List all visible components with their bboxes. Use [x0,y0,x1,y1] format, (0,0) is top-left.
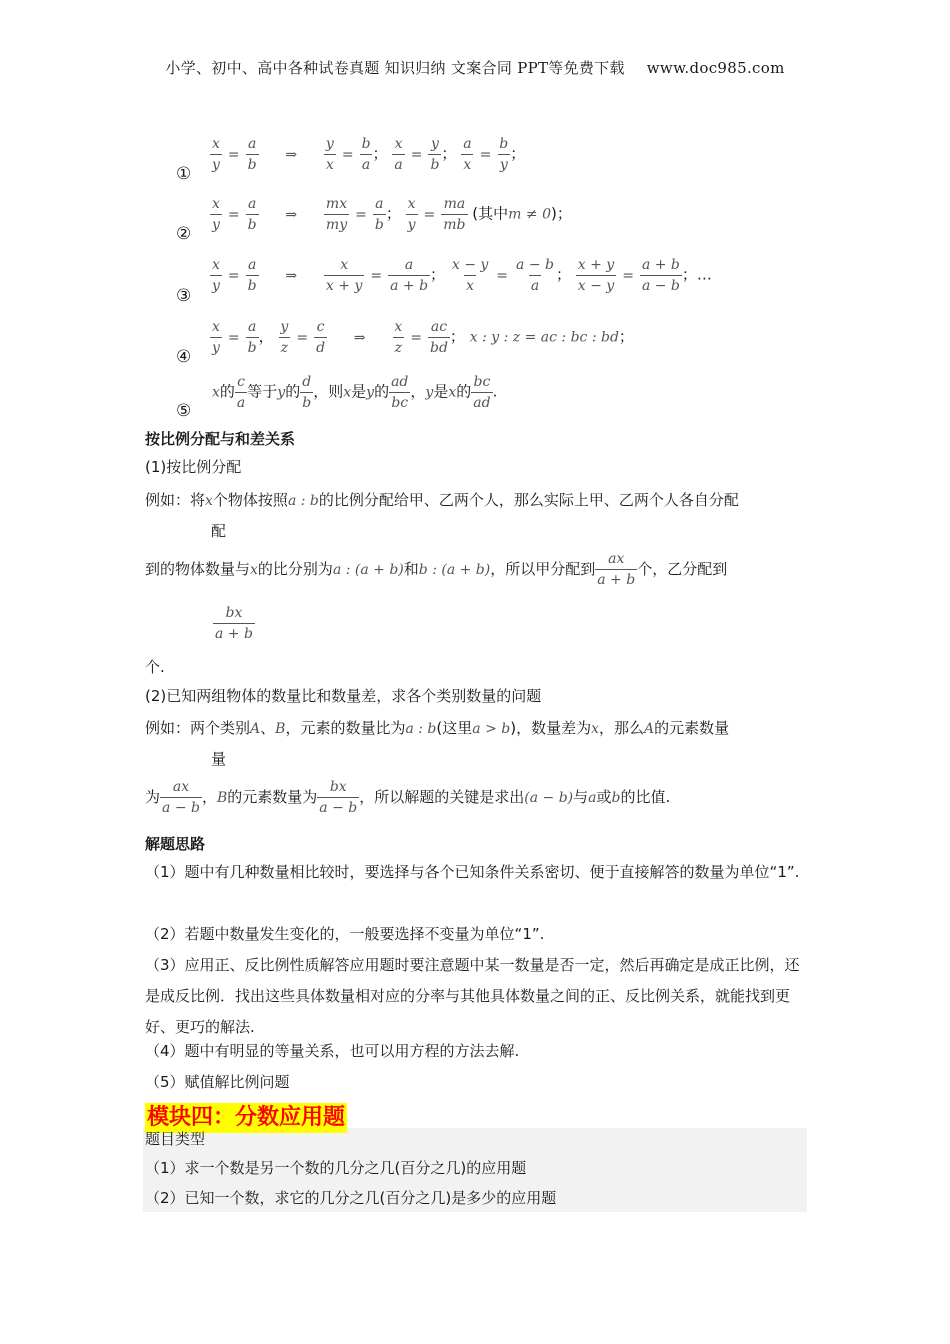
subsection-ratio-distribution: (1)按比例分配 [145,458,242,476]
fraction: $\frac{ac}{bd}$ [429,319,448,356]
fraction: $\frac{x + y}{x - y}$ [577,257,615,294]
item-number-3: ③ [176,286,192,306]
item-number-5: ⑤ [176,401,192,421]
subsection-difference: (2)已知两组物体的数量比和数量差，求各个类别数量的问题 [145,687,542,705]
fraction: $\frac{a - b}{a}$ [516,257,554,294]
fraction: $\frac{x}{y}$ [212,136,220,173]
fraction: $\frac{a}{b}$ [247,196,257,233]
text-ge: 个. [145,658,165,676]
fraction: $\frac{y}{b}$ [430,136,440,173]
fraction: $\frac{bx}{a + b}$ [215,605,253,642]
fraction: $\frac{a}{b}$ [247,319,257,356]
wrap-text: 配 [211,522,227,540]
formula-row-4: $\frac{x}{y}$ = $\frac{a}{b}$ ， $\frac{y}{z}$ = $\frac{c}{d}$ ⇒ $\frac{x}{z}$ = $\frac{ac}{bd}$ ； x : y : z = ac : bc : bd； [212,319,634,356]
fraction: $\frac{b}{a}$ [361,136,371,173]
item-number-2: ② [176,224,192,244]
solution-tip-1: （1）题中有几种数量相比较时，要选择与各个已知条件关系密切、便于直接解答的数量为单位“1”. [145,863,800,881]
formula-row-1: $\frac{x}{y}$ = $\frac{a}{b}$ ⇒ $\frac{y}{x}$ = $\frac{b}{a}$ ； $\frac{x}{a}$ = $\frac{y}{b}$ ； $\frac{a}{x}$ = $\frac{b}{y}$ ； [212,136,526,173]
wrap-text: 量 [211,750,227,768]
fraction: $\frac{a}{b}$ [247,136,257,173]
header-url[interactable]: www.doc985.com [646,59,785,77]
fraction: $\frac{a}{b}$ [374,196,384,233]
fraction: $\frac{x}{y}$ [407,196,416,233]
module-title: 模块四：分数应用题 [145,1103,347,1133]
solution-tip-5: （5）赋值解比例问题 [145,1073,290,1091]
item-number-1: ① [176,164,192,184]
section-title-solution: 解题思路 [145,835,206,853]
fraction: $\frac{bx}{a - b}$ [319,779,358,816]
formula-row-5: x的 $\frac{c}{a}$ 等于y的 $\frac{d}{b}$ ，则x是y的 $\frac{ad}{bc}$ ，y是x的 $\frac{bc}{ad}$ . [212,374,498,411]
fraction: $\frac{mx}{my}$ [325,196,348,233]
fraction: $\frac{x}{y}$ [212,257,220,294]
fraction: $\frac{x}{a}$ [394,136,403,173]
fraction: $\frac{y}{x}$ [325,136,334,173]
fraction-bx [213,606,273,641]
fraction: $\frac{y}{z}$ [280,319,289,356]
fraction: $\frac{c}{a}$ [236,374,246,411]
fraction: $\frac{a + b}{a - b}$ [641,257,680,294]
fraction: $\frac{x}{z}$ [394,319,403,356]
formula-row-2: $\frac{x}{y}$ = $\frac{a}{b}$ ⇒ $\frac{mx}{my}$ = $\frac{a}{b}$ ； $\frac{x}{y}$ = $\frac{ma}{mb}$ (其中m ≠ 0)； [212,196,572,233]
fraction: $\frac{a}{b}$ [247,257,257,294]
example-ratio-distribution-2: 到的物体数量与x的比分别为a : (a + b)和b : (a + b)，所以甲分配到 $\frac{ax}{a + b}$ 个，乙分配到 [145,551,728,588]
fraction: $\frac{ax}{a + b}$ [597,551,636,588]
header-text: 小学、初中、高中各种试卷真题 知识归纳 文案合同 PPT等免费下载 [165,59,625,77]
page-header [0,57,950,78]
fraction: $\frac{a}{a + b}$ [390,257,429,294]
formula-row-3: $\frac{x}{y}$ = $\frac{a}{b}$ ⇒ $\frac{x}{x + y}$ = $\frac{a}{a + b}$ ； $\frac{x - y}{x}$ = $\frac{a - b}{a}$ ； $\frac{x + y}{x - y}$ = $\frac{a + b}{a - b}$ ；… [212,257,712,294]
fraction: $\frac{b}{y}$ [499,136,509,173]
question-type-label: 题目类型 [145,1130,206,1148]
example-ratio-distribution: 例如：将x个物体按照a : b的比例分配给甲、乙两个人，那么实际上甲、乙两个人各自分配 [145,491,739,509]
fraction: $\frac{bc}{ad}$ [473,374,491,411]
question-type-1: （1）求一个数是另一个数的几分之几(百分之几)的应用题 [145,1159,527,1177]
fraction: $\frac{ma}{mb}$ [443,196,466,233]
fraction: $\frac{x}{x + y}$ [325,257,363,294]
fraction: $\frac{ax}{a - b}$ [162,779,200,816]
fraction: $\frac{d}{b}$ [302,374,312,411]
question-type-2: （2）已知一个数，求它的几分之几(百分之几)是多少的应用题 [145,1189,557,1207]
example-difference: 例如：两个类别A、B，元素的数量比为a : b(这里a > b)，数量差为x，那么A的元素数量 [145,719,730,737]
example-difference-2: 为 $\frac{ax}{a - b}$ ，B的元素数量为 $\frac{bx}{a - b}$ ，所以解题的关键是求出(a − b)与a或b的比值. [145,779,671,816]
solution-tip-2: （2）若题中数量发生变化的，一般要选择不变量为单位“1”. [145,925,545,943]
section-title-ratio: 按比例分配与和差关系 [145,430,296,448]
solution-tip-4: （4）题中有明显的等量关系，也可以用方程的方法去解. [145,1042,520,1060]
fraction: $\frac{x}{y}$ [212,196,220,233]
item-number-4: ④ [176,347,192,367]
fraction: $\frac{c}{d}$ [316,319,326,356]
fraction: $\frac{x - y}{x}$ [451,257,489,294]
solution-tip-3: （3）应用正、反比例性质解答应用题时要注意题中某一数量是否一定，然后再确定是成正比例，还是成反比例．找出这些具体数量相对应的分率与其他具体数量之间的正、反比例关系，就能找到更好、更巧的解法. [145,956,800,1036]
fraction: $\frac{a}{x}$ [463,136,472,173]
fraction: $\frac{ad}{bc}$ [391,374,409,411]
fraction: $\frac{x}{y}$ [212,319,220,356]
